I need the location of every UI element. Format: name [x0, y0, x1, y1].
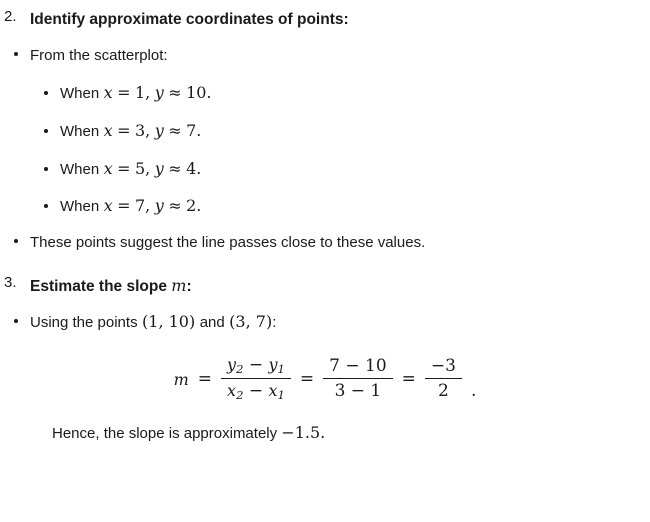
point-4-equals: =: [117, 196, 131, 216]
y1-sub: 1: [277, 361, 285, 376]
point-1-approx: ≈: [168, 83, 182, 102]
point-3-x-var: x: [103, 158, 113, 178]
bullet-dot-icon: [44, 129, 48, 133]
bullet-dot-icon: [14, 319, 18, 323]
y2-sub: 2: [236, 361, 244, 376]
list-item-point-3: [30, 159, 650, 181]
bullet-from-scatterplot-label: From the scatterplot:: [30, 47, 168, 65]
point-list: [30, 83, 650, 218]
point-1-y-var: y: [154, 83, 164, 102]
point-4-y-value: 2.: [186, 196, 202, 216]
list-item-point-1: [30, 83, 650, 105]
point-1-y-value: 10.: [186, 83, 212, 102]
item-3-heading-symbol: m: [171, 275, 187, 295]
using-points-suffix: :: [272, 314, 277, 331]
point-4-approx: ≈: [168, 196, 182, 216]
point-2-when: When: [60, 122, 100, 140]
point-2-approx: ≈: [168, 120, 182, 140]
point-1-x-value: 1,: [134, 83, 151, 102]
point-2-x-var: x: [103, 120, 113, 140]
point-b: (3, 7): [229, 312, 273, 331]
point-3-when: When: [60, 160, 100, 178]
point-3-approx: ≈: [168, 158, 182, 178]
bullet-closing-note-label: These points suggest the line passes close to these values.: [30, 234, 426, 251]
list-item-point-2: [30, 121, 650, 143]
point-3-x-value: 5,: [134, 158, 151, 178]
point-3-y-value: 4.: [186, 158, 202, 178]
point-1-x-var: x: [103, 83, 113, 102]
bullet-dot-icon: [14, 239, 18, 243]
point-4-x-value: 7,: [134, 196, 151, 216]
hence-prefix: Hence, the slope is approximately: [52, 424, 278, 442]
fraction-symbolic: [221, 356, 291, 403]
bullet-closing-note: [0, 232, 650, 254]
list-number-2: 2.: [4, 8, 17, 25]
using-points-prefix: Using the points: [30, 314, 138, 331]
point-1-equals: =: [117, 83, 131, 102]
equation-equals-2: =: [299, 369, 315, 390]
numer-minus: −: [248, 354, 264, 375]
fraction-result: [425, 357, 462, 402]
fraction-numeric-denominator: 3 − 1: [334, 381, 382, 402]
equation-lhs: m: [173, 369, 189, 389]
x1-sub: 1: [277, 388, 285, 403]
x2-sub: 2: [236, 388, 244, 403]
bullet-using-points: [0, 312, 650, 334]
bullet-from-scatterplot: [0, 45, 650, 67]
numbered-item-3: [0, 274, 650, 298]
point-2-equals: =: [117, 120, 131, 140]
point-4-x-var: x: [103, 196, 113, 216]
point-4-y-var: y: [154, 196, 164, 216]
fraction-numeric: [323, 357, 393, 402]
point-2-y-var: y: [154, 120, 164, 140]
slope-equation-row: [174, 356, 477, 403]
point-2-y-value: 7.: [186, 120, 202, 140]
point-3-y-var: y: [154, 158, 164, 178]
item-3-heading: [30, 274, 650, 298]
bullet-dot-icon: [44, 167, 48, 171]
point-a: (1, 10): [142, 312, 196, 331]
item-2-heading: Identify approximate coordinates of points:: [30, 11, 349, 28]
fraction-result-numerator: −3: [425, 357, 462, 380]
point-3-equals: =: [117, 158, 131, 178]
hence-value: −1.5.: [281, 422, 326, 442]
numbered-item-2: [0, 8, 650, 31]
item-3-heading-suffix: :: [186, 277, 192, 295]
denom-minus: −: [248, 381, 264, 402]
x1-var: x: [268, 381, 278, 401]
point-1-when: When: [60, 85, 100, 102]
item-3-heading-prefix: Estimate the slope: [30, 277, 167, 295]
bullet-dot-icon: [44, 204, 48, 208]
point-2-x-value: 3,: [134, 120, 151, 140]
y2-var: y: [227, 354, 237, 374]
slope-equation: [0, 356, 650, 403]
fraction-result-denominator: 2: [438, 381, 449, 402]
fraction-numeric-numerator: 7 − 10: [323, 357, 393, 380]
point-4-when: When: [60, 198, 100, 216]
bullet-dot-icon: [44, 91, 48, 95]
fraction-symbolic-numerator: [221, 356, 291, 380]
and-word: and: [199, 314, 225, 331]
bullet-dot-icon: [14, 52, 18, 56]
hence-line: [52, 423, 650, 445]
list-number-3: 3.: [4, 273, 17, 291]
equation-period: .: [470, 380, 477, 401]
equation-equals-1: =: [197, 369, 213, 390]
list-item-point-4: [30, 196, 650, 218]
fraction-symbolic-denominator: [221, 379, 291, 403]
y1-var: y: [268, 354, 278, 374]
equation-equals-3: =: [401, 369, 416, 390]
x2-var: x: [227, 381, 237, 401]
